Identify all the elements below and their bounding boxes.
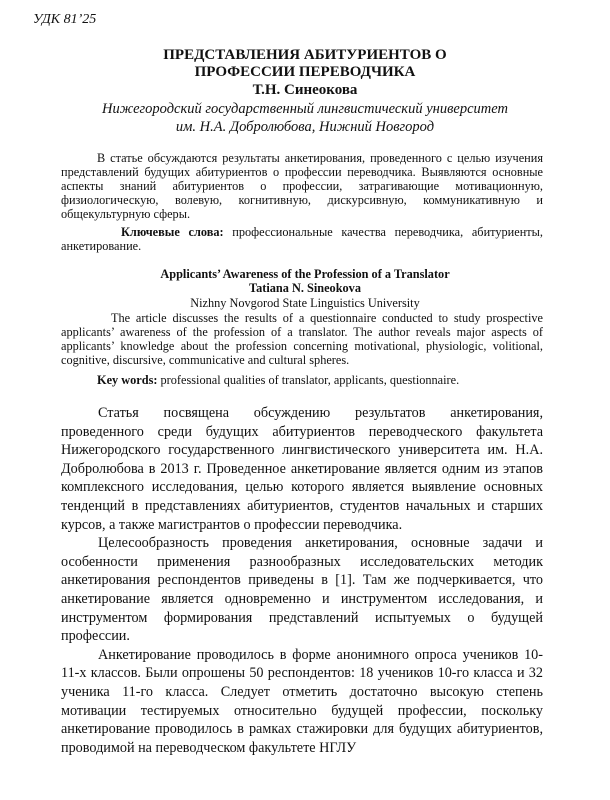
keywords-ru-label: Ключевые слова: [121, 225, 224, 239]
keywords-en [97, 373, 459, 388]
udk-code: УДК 81’25 [33, 12, 97, 27]
keywords-en-label: Key words: [97, 373, 158, 387]
affiliation-ru-line1: Нижегородский государственный лингвистический университет [102, 101, 508, 117]
body-paragraph-1: Статья посвящена обсуждению результатов анкетирования, проведенного среди будущих абитуриентов переводческого факультета Нижегородского государственного лингвистического университета им. Н.А. Добролюбова в 2013 г. Проведенное анкетирование является одним из этапов комплексного исследования, целью которого является выявление основных тенденций в представлениях абитуриентов, студентов начальных и старших курсов, а также магистрантов о профессии переводчика. [61, 405, 543, 533]
keywords-ru [61, 225, 543, 253]
abstract-ru: В статье обсуждаются результаты анкетирования, проведенного с целью изучения представлений будущих абитуриентов о профессии переводчика. Выявляются основные аспекты знаний абитуриентов о профессии, затрагивающие мотивационную, физиологическую, волевую, когнитивную, дискурсивную, коммуникативную и общекультурную сферы. [61, 151, 543, 221]
article-body [61, 404, 543, 757]
author-ru: Т.Н. Синеокова [252, 82, 358, 98]
title-en: Applicants’ Awareness of the Profession of a Translator [160, 267, 450, 281]
affiliation-en: Nizhny Novgorod State Linguistics University [190, 296, 420, 310]
affiliation-ru-line2: им. Н.А. Добролюбова, Нижний Новгород [175, 119, 435, 135]
keywords-ru-text: профессиональные качества переводчика, абитуриенты, анкетирование. [61, 225, 543, 253]
abstract-en: The article discusses the results of a questionnaire conducted to study prospective applicants’ awareness of the profession of a translator. The author reveals major aspects of applicants’ knowledge about the profession concerning motivational, physiologic, volitional, cognitive, discursive, communicative and cultural spheres. [61, 311, 543, 367]
body-paragraph-3: Анкетирование проводилось в форме анонимного опроса учеников 10-11-х классов. Были опрошены 50 респондентов: 18 учеников 10-го класса и 32 ученика 11-го класса. Следует отметить достаточно высокую степень мотивации тестируемых относительно будущей профессии, поскольку анкетирование проводилось в рамках стажировки для будущих абитуриентов, проводимой на переводческом факультете НГЛУ [61, 646, 543, 756]
body-paragraph-2: Целесообразность проведения анкетирования, основные задачи и особенности применения разнообразных исследовательских методик анкетирования респондентов приведены в [1]. Там же подчеркивается, что анкетирование является одновременно и инструментом исследования, и инструментом формирования представлений испытуемых о будущей профессии. [61, 535, 543, 645]
title-ru-line2: ПРОФЕССИИ ПЕРЕВОДЧИКА [194, 64, 416, 80]
title-ru-line1: ПРЕДСТАВЛЕНИЯ АБИТУРИЕНТОВ О [163, 47, 447, 63]
keywords-en-text: professional qualities of translator, applicants, questionnaire. [157, 373, 460, 387]
author-en: Tatiana N. Sineokova [249, 281, 361, 295]
